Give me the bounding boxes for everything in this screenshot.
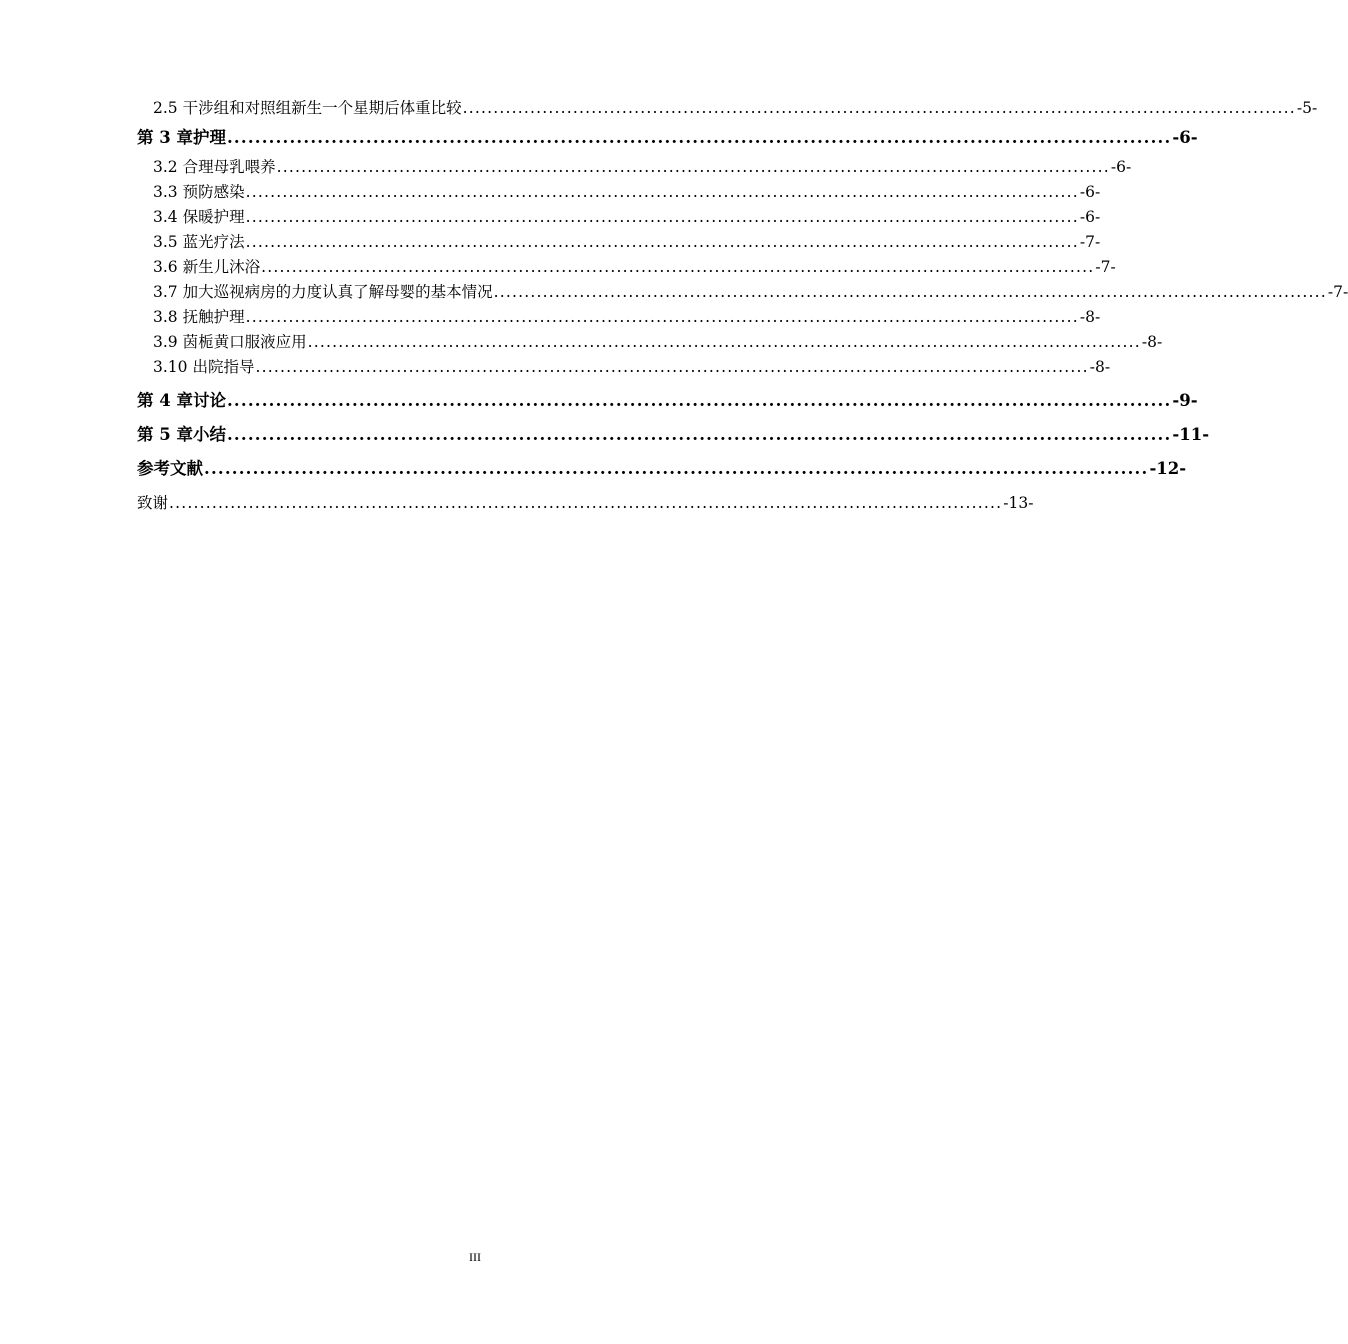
dot-leader: ........................................................................................................................................ [204,459,1149,478]
toc-entry-references[interactable] [137,452,1187,486]
dot-leader: ........................................................................................................................................ [307,333,1141,351]
toc-entry-title: 第 3 章护理 [137,128,226,147]
toc-entry-3-3[interactable] [137,180,1101,205]
dot-leader: ........................................................................................................................................ [462,99,1296,117]
toc-entry-page: -8- [1141,333,1163,351]
toc-entry-title: 3.4 保暖护理 [153,208,245,226]
dot-leader: ........................................................................................................................................ [169,494,1003,512]
toc-entry-title: 第 4 章讨论 [137,391,226,410]
toc-entry-3-6[interactable] [137,255,1116,280]
toc-entry-3-7[interactable] [137,280,1348,305]
toc-entry-page: -6- [1172,128,1198,147]
toc-entry-3-2[interactable] [137,155,1132,180]
toc-entry-page: -7- [1327,283,1348,301]
toc-entry-page: -7- [1079,233,1101,251]
dot-leader: ........................................................................................................................................ [245,208,1079,226]
toc-entry-title: 2.5 干涉组和对照组新生一个星期后体重比较 [153,99,462,117]
toc-entry-title: 3.9 茵栀黄口服液应用 [153,333,307,351]
toc-entry-title: 致谢 [137,494,169,512]
dot-leader: ........................................................................................................................................ [493,283,1327,301]
dot-leader: ........................................................................................................................................ [276,158,1110,176]
toc-entry-page: -11- [1172,425,1210,444]
toc-entry-title: 3.3 预防感染 [153,183,245,201]
dot-leader: ........................................................................................................................................ [261,258,1095,276]
dot-leader: ........................................................................................................................................ [245,183,1079,201]
toc-entry-chapter-5[interactable] [137,418,1210,452]
toc-entry-title: 3.7 加大巡视病房的力度认真了解母婴的基本情况 [153,283,493,301]
dot-leader: ........................................................................................................................................ [226,128,1172,147]
table-of-contents [137,96,1348,520]
toc-entry-title: 3.2 合理母乳喂养 [153,158,276,176]
toc-entry-page: -6- [1079,183,1101,201]
toc-entry-acknowledgements[interactable] [137,486,1034,520]
toc-entry-title: 第 5 章小结 [137,425,226,444]
toc-entry-page: -12- [1149,459,1187,478]
toc-entry-3-8[interactable] [137,305,1101,330]
toc-entry-chapter-3[interactable] [137,121,1198,155]
toc-entry-title: 3.6 新生儿沐浴 [153,258,261,276]
toc-entry-3-10[interactable] [137,355,1111,380]
toc-entry-chapter-4[interactable] [137,384,1198,418]
dot-leader: ........................................................................................................................................ [245,233,1079,251]
toc-entry-page: -8- [1079,308,1101,326]
toc-entry-title: 3.5 蓝光疗法 [153,233,245,251]
toc-entry-page: -6- [1110,158,1132,176]
dot-leader: ........................................................................................................................................ [226,391,1172,410]
toc-entry-3-9[interactable] [137,330,1163,355]
toc-entry-page: -5- [1296,99,1318,117]
toc-entry-page: -13- [1003,494,1034,512]
toc-entry-title: 3.8 抚触护理 [153,308,245,326]
toc-entry-2-5[interactable] [137,96,1318,121]
toc-entry-page: -7- [1095,258,1116,276]
toc-entry-3-4[interactable] [137,205,1101,230]
toc-entry-title: 3.10 出院指导 [153,358,255,376]
toc-entry-page: -8- [1089,358,1111,376]
page-number: III [469,1250,481,1264]
dot-leader: ........................................................................................................................................ [255,358,1089,376]
dot-leader: ........................................................................................................................................ [245,308,1079,326]
dot-leader: ........................................................................................................................................ [226,425,1172,444]
toc-entry-title: 参考文献 [137,459,203,478]
toc-entry-3-5[interactable] [137,230,1101,255]
toc-entry-page: -9- [1172,391,1198,410]
toc-entry-page: -6- [1079,208,1101,226]
